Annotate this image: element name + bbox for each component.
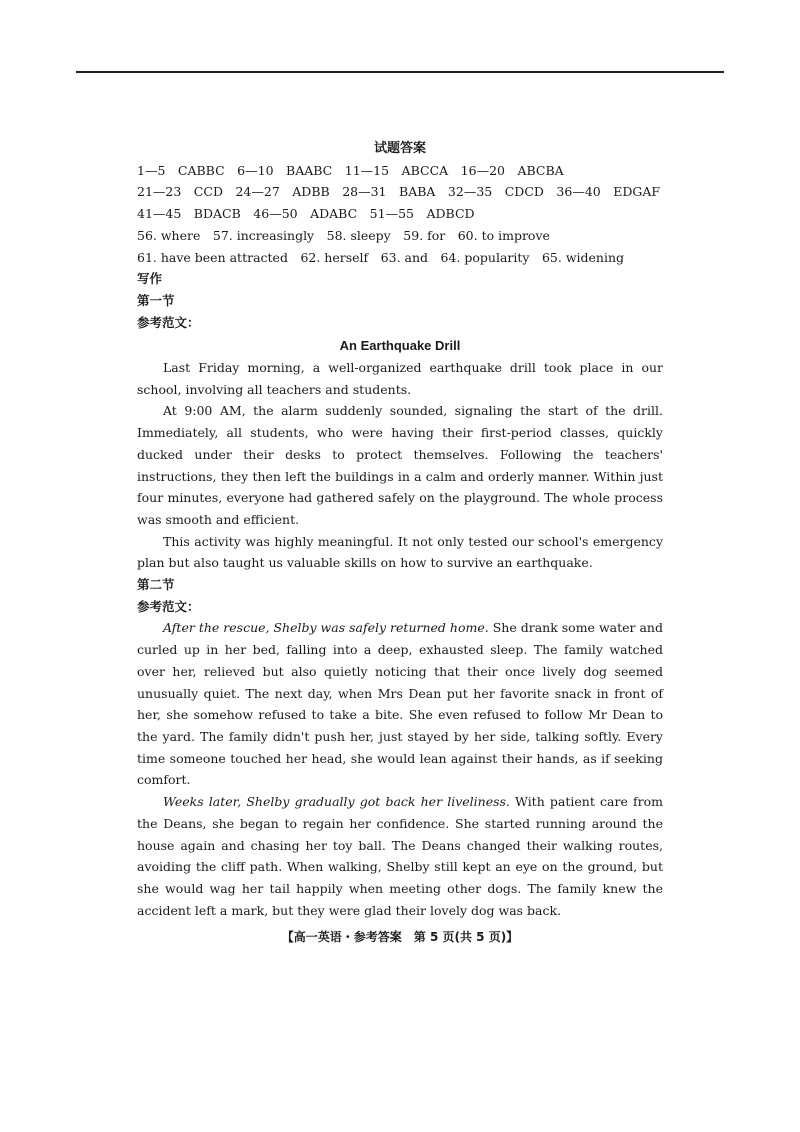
section1-label: 第一节 (137, 292, 175, 308)
header-rule (76, 71, 724, 73)
section1-sample-label: 参考范文： (137, 314, 200, 330)
section2-sample-label: 参考范文： (137, 598, 200, 614)
answer-line-4: 56. where 57. increasingly 58. sleepy 59. for 60. to improve (137, 227, 550, 243)
essay2-paragraph-2-lead: Weeks later, Shelby gradually got back her liveliness. (163, 794, 510, 810)
essay2-paragraph-1-lead: After the rescue, Shelby was safely returned home. (163, 620, 489, 636)
writing-label: 写作 (137, 271, 163, 287)
essay2-paragraph-1 (137, 617, 663, 791)
essay2-paragraph-2-body: With patient care from the Deans, she began to regain her confidence. She started running around the house again and chasing her toy ball. The Deans changed their walking routes, avoiding the cliff path. When walking, Shelby still kept an eye on the ground, but she would wag her tail happily when meeting other dogs. The family knew the accident left a mark, but they were glad their lovely dog was back. (137, 794, 663, 918)
page-footer: 【高一英语・参考答案 第 5 页(共 5 页)】 (281, 930, 519, 944)
answer-line-2: 21—23 CCD 24—27 ADBB 28—31 BABA 32—35 CDCD 36—40 EDGAF (137, 184, 661, 200)
essay1-paragraph-2: At 9:00 AM, the alarm suddenly sounded, signaling the start of the drill. Immediately, all students, who were having their first-period classes, quickly ducked under their desks to protect themselves. Following the teachers' instructions, they then left the buildings in a calm and orderly manner. Within just four minutes, everyone had gathered safely on the playground. The whole process was smooth and efficient. (137, 403, 663, 527)
essay2-paragraph-1-body: She drank some water and curled up in her bed, falling into a deep, exhausted sleep. The family watched over her, relieved but also quietly noticing that their once lively dog seemed unusually quiet. The next day, when Mrs Dean put her favorite snack in front of her, she somehow refused to take a bite. She even refused to follow Mr Dean to the yard. The family didn't push her, just stayed by her side, talking softly. Every time someone touched her head, she would lean against their hands, as if seeking comfort. (137, 620, 663, 788)
essay-title: An Earthquake Drill (339, 338, 461, 354)
section2-label: 第二节 (137, 577, 175, 593)
page-title: 试题答案 (373, 141, 426, 156)
essay1-paragraph-3: This activity was highly meaningful. It not only tested our school's emergency plan but also taught us valuable skills on how to survive an earthquake. (137, 533, 663, 571)
answer-line-3: 41—45 BDACB 46—50 ADABC 51—55 ADBCD (137, 206, 475, 222)
answer-line-5: 61. have been attracted 62. herself 63. and 64. popularity 65. widening (137, 249, 625, 265)
answer-line-1: 1—5 CABBC 6—10 BAABC 11—15 ABCCA 16—20 ABCBA (137, 162, 564, 178)
essay2-paragraph-2 (137, 791, 663, 921)
answer-document (137, 138, 663, 921)
essay1-paragraph-1: Last Friday morning, a well-organized earthquake drill took place in our school, involving all teachers and students. (137, 360, 663, 397)
